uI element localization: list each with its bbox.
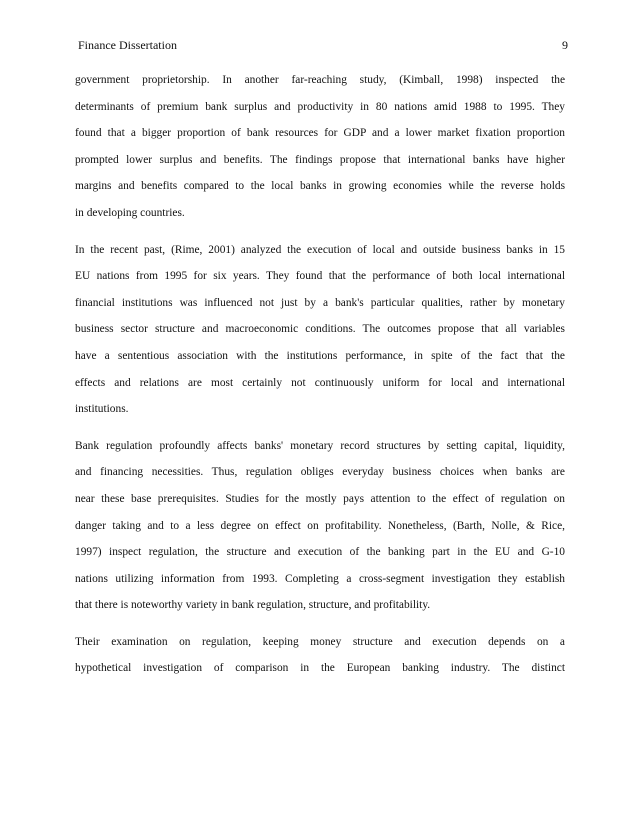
text-line: financial institutions was influenced not just by a bank's particular qualities, rather by monetary <box>75 296 565 309</box>
text-line: near these base prerequisites. Studies for the mostly pays attention to the effect of regulation on <box>75 492 565 505</box>
page-number: 9 <box>562 38 568 52</box>
paragraph-2 <box>75 237 565 423</box>
text-line: nations utilizing information from 1993. Completing a cross-segment investigation they establish <box>75 572 565 585</box>
text-line: found that a bigger proportion of bank resources for GDP and a lower market fixation proportion <box>75 127 565 140</box>
text-line: and financing necessities. Thus, regulation obliges everyday business choices when banks are <box>75 466 565 479</box>
paragraph-1 <box>75 67 565 227</box>
text-line: effects and relations are most certainly not continuously uniform for local and international <box>75 376 565 389</box>
text-line: business sector structure and macroeconomic conditions. The outcomes propose that all variables <box>75 323 565 336</box>
document-body <box>75 67 565 692</box>
text-line: in developing countries. <box>75 206 185 219</box>
text-line: prompted lower surplus and benefits. The findings propose that international banks have higher <box>75 153 565 166</box>
header-title: Finance Dissertation <box>78 38 177 52</box>
text-line: that there is noteworthy variety in bank regulation, structure, and profitability. <box>75 599 431 612</box>
text-line: 1997) inspect regulation, the structure and execution of the banking part in the EU and G-10 <box>75 546 565 559</box>
text-line: government proprietorship. In another far-reaching study, (Kimball, 1998) inspected the <box>75 74 565 86</box>
text-line: Their examination on regulation, keeping money structure and execution depends on a <box>75 635 565 648</box>
text-line: hypothetical investigation of comparison in the European banking industry. The distinct <box>75 662 565 675</box>
text-line: Bank regulation profoundly affects banks' monetary record structures by setting capital, liquidity, <box>75 439 565 452</box>
text-line: determinants of premium bank surplus and productivity in 80 nations amid 1988 to 1995. They <box>75 100 565 113</box>
text-line: have a sententious association with the institutions performance, in spite of the fact that the <box>75 349 565 362</box>
text-line: In the recent past, (Rime, 2001) analyzed the execution of local and outside business banks in 15 <box>75 243 565 256</box>
running-header <box>78 36 568 54</box>
text-line: institutions. <box>75 403 129 416</box>
paragraph-3 <box>75 433 565 619</box>
text-line: margins and benefits compared to the local banks in growing economies while the reverse holds <box>75 180 565 193</box>
text-line: danger taking and to a less degree on effect on profitability. Nonetheless, (Barth, Nolle, & Rice, <box>75 519 565 532</box>
text-line: EU nations from 1995 for six years. They found that the performance of both local international <box>75 270 565 283</box>
paragraph-4 <box>75 629 565 682</box>
